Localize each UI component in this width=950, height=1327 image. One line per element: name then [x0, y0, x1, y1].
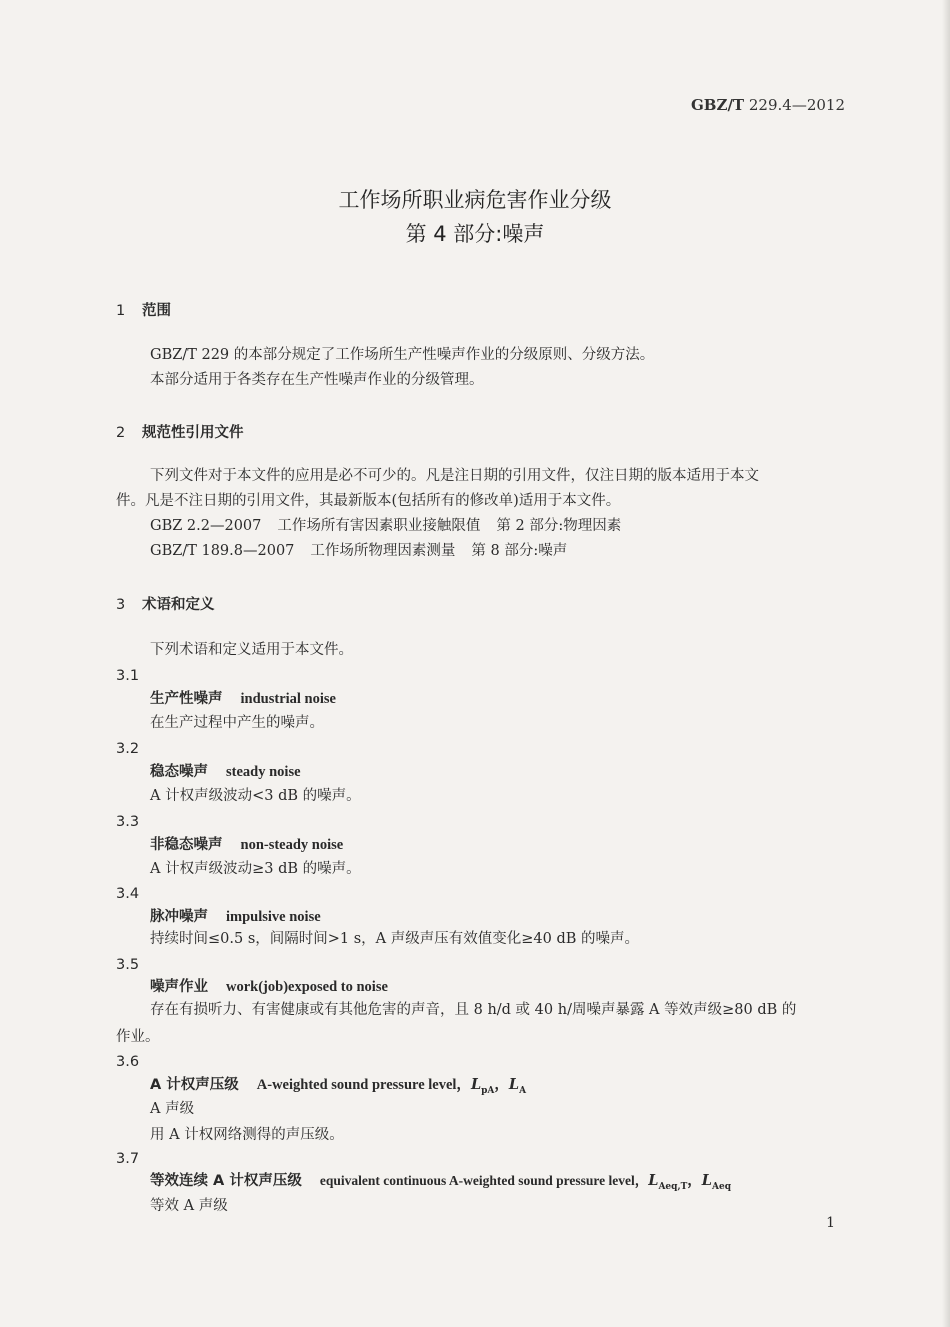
term-heading: 噪声作业 work(job)exposed to noise — [150, 979, 388, 995]
term-definition: 持续时间≤0.5 s，间隔时间>1 s，A 声级声压有效值变化≥40 dB 的噪声。 — [150, 931, 640, 947]
page-number: 1 — [826, 1215, 835, 1231]
term-number: 3.3 — [116, 814, 140, 830]
section-2-heading: 2 规范性引用文件 — [116, 425, 244, 441]
term-heading: 非稳态噪声 non-steady noise — [150, 837, 344, 853]
term-heading: A 计权声压级 A-weighted sound pressure level，$L_{pA}$，$L_A$ — [150, 1076, 527, 1096]
section-3-heading: 3 术语和定义 — [116, 597, 215, 613]
term-definition: A 计权声级波动<3 dB 的噪声。 — [150, 788, 361, 804]
reference-item: GBZ 2.2—2007 工作场所有害因素职业接触限值 第 2 部分:物理因素 — [150, 518, 622, 534]
term-number: 3.4 — [116, 886, 140, 902]
term-heading: 生产性噪声 industrial noise — [150, 691, 336, 707]
section-2-para-1b: 件。凡是不注日期的引用文件，其最新版本(包括所有的修改单)适用于本文件。 — [116, 493, 621, 509]
term-definition: 用 A 计权网络测得的声压级。 — [150, 1127, 344, 1143]
term-definition-cont: 作业。 — [116, 1029, 160, 1045]
term-number: 3.5 — [116, 957, 140, 973]
reference-item: GBZ/T 189.8—2007 工作场所物理因素测量 第 8 部分:噪声 — [150, 543, 568, 559]
section-1-para-2: 本部分适用于各类存在生产性噪声作业的分级管理。 — [150, 372, 484, 388]
document-title: 工作场所职业病危害作业分级 — [338, 188, 612, 212]
term-heading: 等效连续 A 计权声压级 equivalent continuous A-weighted sound pressure level，$L_{Aeq,T}$，$L_{Aeq}$ — [150, 1172, 732, 1192]
term-alternative: 等效 A 声级 — [150, 1198, 228, 1214]
term-number: 3.1 — [116, 668, 140, 684]
document-subtitle: 第 4 部分:噪声 — [405, 222, 545, 246]
section-1-heading: 1 范围 — [116, 303, 171, 319]
term-definition: A 计权声级波动≥3 dB 的噪声。 — [150, 861, 361, 877]
term-heading: 稳态噪声 steady noise — [150, 764, 301, 780]
term-number: 3.7 — [116, 1151, 140, 1167]
standard-number: GBZ/T 229.4—2012 — [691, 96, 845, 114]
term-heading: 脉冲噪声 impulsive noise — [150, 909, 321, 925]
section-2-para-1a: 下列文件对于本文件的应用是必不可少的。凡是注日期的引用文件，仅注日期的版本适用于本文 — [150, 468, 759, 484]
term-definition: 存在有损听力、有害健康或有其他危害的声音，且 8 h/d 或 40 h/周噪声暴露 A 等效声级≥80 dB 的 — [150, 1002, 797, 1018]
section-1-para-1: GBZ/T 229 的本部分规定了工作场所生产性噪声作业的分级原则、分级方法。 — [150, 347, 655, 363]
term-definition: 在生产过程中产生的噪声。 — [150, 715, 324, 731]
term-number: 3.2 — [116, 741, 140, 757]
section-3-intro: 下列术语和定义适用于本文件。 — [150, 642, 353, 658]
term-number: 3.6 — [116, 1054, 140, 1070]
term-alternative: A 声级 — [150, 1101, 195, 1117]
